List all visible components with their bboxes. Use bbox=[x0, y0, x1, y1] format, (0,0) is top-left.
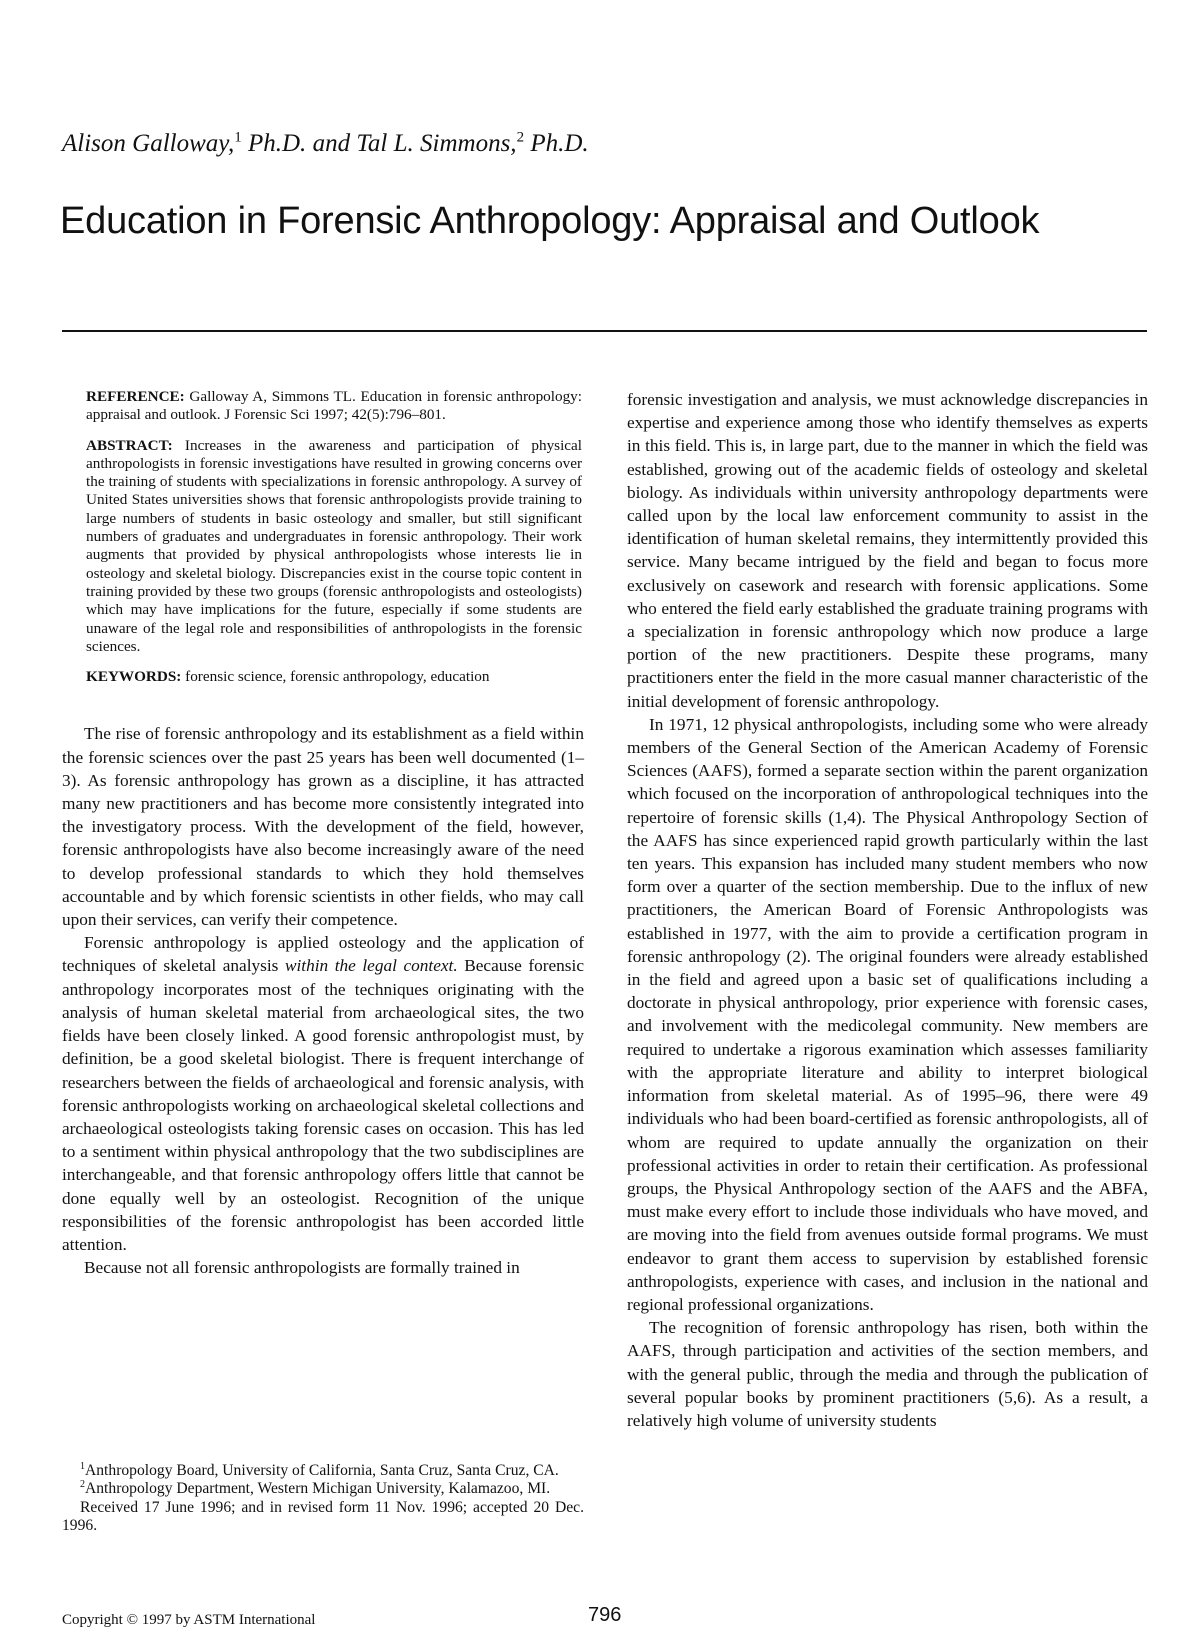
reference-block bbox=[86, 388, 582, 425]
right-body bbox=[627, 388, 1148, 1432]
footnote-2-mark: 2 bbox=[80, 1479, 85, 1491]
reference-text: Galloway A, Simmons TL. Education in forensic anthropology: appraisal and outlook. J Forensic Sci 1997; 42(5):796–801. bbox=[86, 388, 583, 424]
body-paragraph: The rise of forensic anthropology and its establishment as a field within the forensic sciences over the past 25 years has been well documented (1–3). As forensic anthropology has grown as a discipline, it has attracted many new practitioners and has become more consistently integrated into the investigatory process. With the development of the field, however, forensic anthropologists have also become increasingly aware of the need to develop professional standards to which they hold themselves accountable and by which forensic scientists in other fields, who may call upon their services, can verify their competence. bbox=[62, 724, 584, 930]
front-matter bbox=[62, 388, 584, 686]
emphasis-text: within the legal context. bbox=[284, 956, 458, 976]
footnote-1-mark: 1 bbox=[80, 1460, 85, 1472]
body-paragraph: The recognition of forensic anthropology has risen, both within the AAFS, through participation and activities of the section members, and with the general public, through the media and through the publication of several popular books by prominent practitioners (5,6). As a result, a relatively high volume of university students bbox=[627, 1318, 1148, 1430]
body-text: Because forensic anthropology incorporates most of the techniques originating with the analysis of human skeletal material from archaeological sites, the two fields have been closely linked. A good forensic anthropologist must, by definition, be a good skeletal biologist. There is frequent interchange of researchers between the fields of archaeological and forensic analysis, with forensic anthropologists working on archaeological skeletal collections and archaeological osteologists taking forensic cases on occasion. This has led to a sentiment within physical anthropology that the two subdisciplines are interchangeable, and that forensic anthropology offers little that cannot be done equally well by an osteologist. Recognition of the unique responsibilities of the forensic anthropologist has been accorded little attention. bbox=[62, 956, 584, 1254]
abstract-text: Increases in the awareness and participation of physical anthropologists in forensic investigations have resulted in growing concerns over the training of students with specializations in forensic anthropology. A survey of United States universities shows that forensic anthropologists provide training to large numbers of students in basic osteology and smaller, but still significant numbers of graduates and undergraduates in forensic anthropology. Their work augments that provided by physical anthropologists whose interests lie in osteology and skeletal biology. Discrepancies exist in the course topic content in training provided by these two groups (forensic anthropologists and osteologists) which may have implications for the future, especially if some students are unaware of the legal role and responsibilities of anthropologists in the forensic sciences. bbox=[86, 436, 583, 655]
author-2-name: Tal L. Simmons, bbox=[356, 130, 517, 157]
article-title: Education in Forensic Anthropology: Appraisal and Outlook bbox=[60, 200, 1040, 242]
author-2-affiliation-mark: 2 bbox=[516, 129, 525, 146]
footnotes bbox=[62, 1462, 584, 1536]
abstract-block bbox=[86, 437, 582, 657]
copyright-notice: Copyright © 1997 by ASTM International bbox=[62, 1612, 316, 1628]
keywords-text: forensic science, forensic anthropology, education bbox=[185, 668, 490, 686]
body-text: Forensic anthropology is applied osteology and the application of techniques of skeletal analysis bbox=[62, 933, 584, 976]
left-column bbox=[62, 388, 584, 1279]
right-column bbox=[627, 388, 1148, 1432]
title-divider bbox=[62, 330, 1147, 332]
abstract-label: ABSTRACT: bbox=[86, 436, 173, 454]
keywords-label: KEYWORDS: bbox=[86, 668, 182, 686]
received-dates: Received 17 June 1996; and in revised form 11 Nov. 1996; accepted 20 Dec. 1996. bbox=[62, 1498, 584, 1535]
keywords-block bbox=[86, 668, 582, 686]
author-conjunction: and bbox=[312, 130, 351, 157]
author-1-affiliation-mark: 1 bbox=[234, 129, 242, 146]
author-1-name: Alison Galloway, bbox=[62, 130, 235, 157]
body-paragraph: In 1971, 12 physical anthropologists, including some who were already members of the General Section of the American Academy of Forensic Sciences (AAFS), formed a separate section within the parent organization which focused on the incorporation of anthropological techniques into the repertoire of forensic skills (1,4). The Physical Anthropology Section of the AAFS has since experienced rapid growth particularly within the last ten years. This expansion has included many student members who now form over a quarter of the section membership. Due to the influx of new practitioners, the American Board of Forensic Anthropologists was established in 1977, with the aim to provide a certification program in forensic anthropology (2). The original founders were already established in the field and agreed upon a basic set of qualifications including a doctorate in physical anthropology, prior experience with forensic cases, and involvement with the medicolegal community. New members are required to undertake a rigorous examination which assesses familiarity with the appropriate literature and ability to interpret biological information from skeletal material. As of 1995–96, there were 49 individuals who had been board-certified as forensic anthropologists, all of whom are required to update annually the organization on their professional activities in order to retain their certification. As professional groups, the Physical Anthropology section of the AAFS and the ABFA, must make every effort to include those individuals who have moved, and are moving into the field from avenues outside formal programs. We must endeavor to grant them access to supervision by established forensic anthropologists, experience with cases, and inclusion in the national and regional professional organizations. bbox=[627, 714, 1148, 1314]
body-paragraph: forensic investigation and analysis, we must acknowledge discrepancies in expertise and experience among those who identify themselves as experts in this field. This is, in large part, due to the manner in which the field was established, growing out of the academic fields of osteology and skeletal biology. As individuals within university anthropology departments were called upon by the local law enforcement community to assist in the identification of human skeletal remains, they intermittently provided this service. Many became intrigued by the field and began to focus more exclusively on casework and research with forensic applications. Some who entered the field early established the graduate training programs with a specialization in forensic anthropology which now produce a large portion of the new practitioners. Despite these programs, many practitioners enter the field in the more casual manner characteristic of the initial development of forensic anthropology. bbox=[627, 390, 1148, 711]
body-paragraph: Because not all forensic anthropologists are formally trained in bbox=[84, 1258, 520, 1278]
author-line bbox=[62, 130, 589, 158]
author-2-degree: Ph.D. bbox=[530, 130, 589, 157]
left-body bbox=[62, 722, 584, 1279]
footnote-2-text: Anthropology Department, Western Michigan University, Kalamazoo, MI. bbox=[85, 1480, 551, 1498]
footnote-2 bbox=[62, 1480, 584, 1498]
author-1-degree: Ph.D. bbox=[247, 130, 307, 157]
body-paragraph bbox=[62, 931, 584, 1256]
page-number: 796 bbox=[588, 1604, 622, 1626]
footnote-1 bbox=[62, 1462, 584, 1480]
reference-label: REFERENCE: bbox=[86, 388, 185, 405]
footnote-1-text: Anthropology Board, University of California, Santa Cruz, Santa Cruz, CA. bbox=[85, 1462, 559, 1479]
